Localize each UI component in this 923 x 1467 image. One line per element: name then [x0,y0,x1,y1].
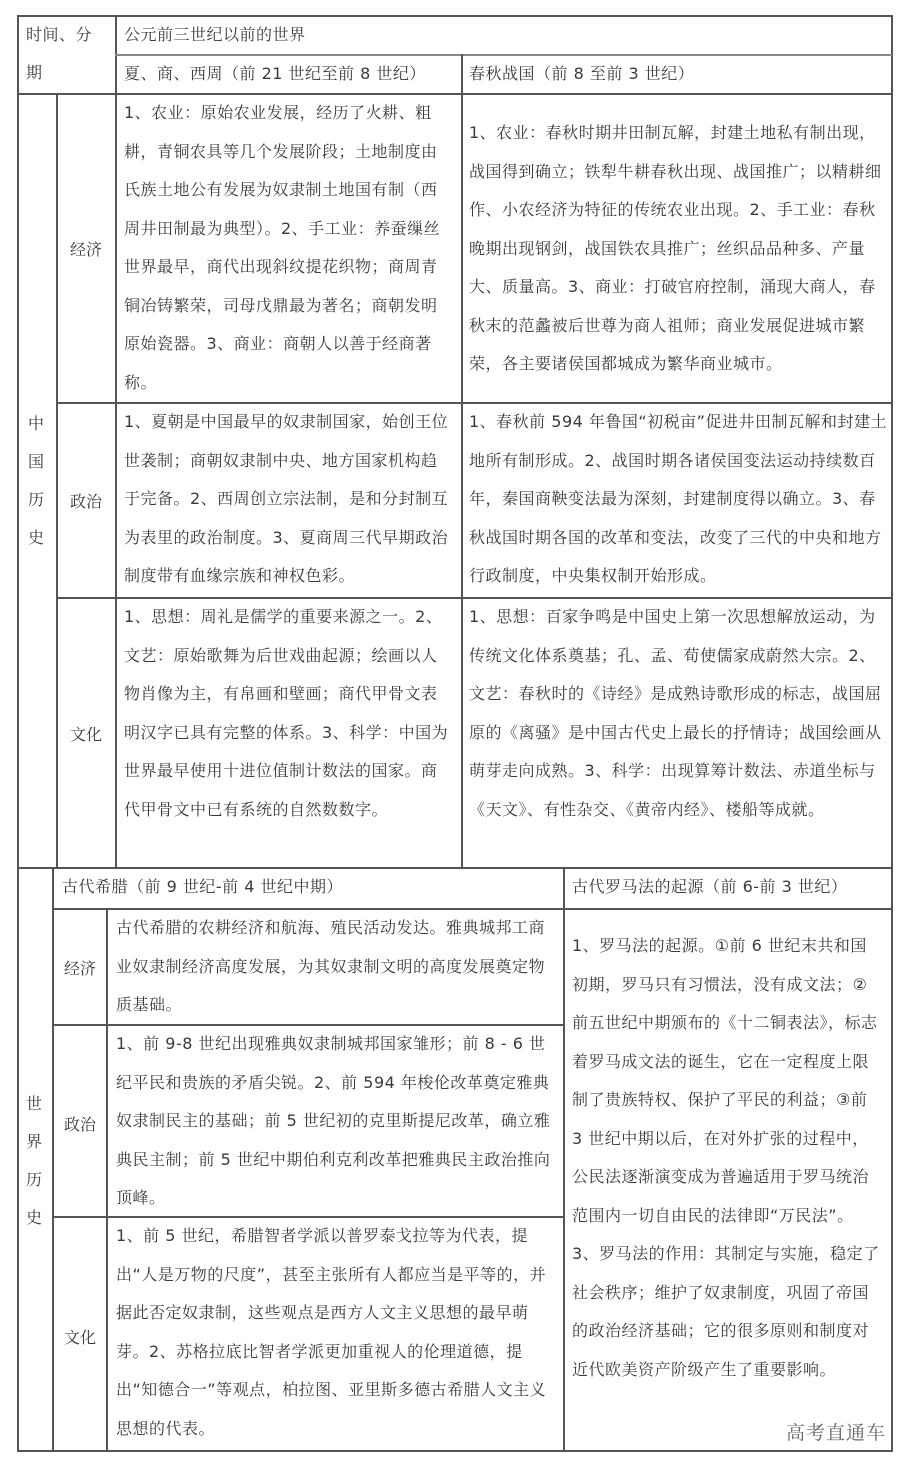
china-culture-chunqiu: 1、思想：百家争鸣是中国史上第一次思想解放运动，为传统文化体系奠基；孔、孟、荀使儒家成蔚然大宗。2、文艺：春秋时的《诗经》是成熟诗歌形成的标志，战国屈原的《离骚》是中国古代史上最长的抒情诗；战国绘画从萌芽走向成熟。3、科学：出现算筹计数法、赤道坐标与《天文》、有性杂交、《黄帝内经》、楼船等成就。 [469,607,882,819]
greece-culture: 1、前 5 世纪，希腊智者学派以普罗泰戈拉等为代表，提出“人是万物的尺度”，甚至主张所有人都应当是平等的，并据此否定奴隶制，这些观点是西方人文主义思想的最早萌芽。2、苏格拉底比智者学派更加重视人的伦理道德，提出“知德合一”等观点，柏拉图、亚里斯多德古希腊人文主义思想的代表。 [116,1226,547,1438]
category-economy: 经济 [69,240,102,259]
table-title: 公元前三世纪以前的世界 [124,25,306,44]
divider [461,54,463,868]
china-politics-chunqiu: 1、春秋前 594 年鲁国“初税亩”促进井田制瓦解和封建土地所有制形成。2、战国时期各诸侯国变法运动持续数百年，秦国商鞅变法最为深刻，封建制度得以确立。3、春秋战国时期各国的改革和变法，改变了三代的中央和地方行政制度，中央集权制开始形成。 [469,412,887,585]
greece-economy: 古代希腊的农耕经济和航海、殖民活动发达。雅典城邦工商业奴隶制经济高度发展，为其奴隶制文明的高度发展奠定物质基础。 [116,918,546,1014]
china-economy-chunqiu: 1、农业：春秋时期井田制瓦解，封建土地私有制出现，战国得到确立；铁犁牛耕春秋出现、战国推广；以精耕细作、小农经济为特征的传统农业出现。2、手工业：春秋晚期出现钢剑，战国铁农具推广；丝织品品种多、产量大、质量高。3、商业：打破官府控制，涌现大商人，春秋末的范蠡被后世尊为商人祖师；商业发展促进城市繁荣，各主要诸侯国都城成为繁华商业城市。 [469,123,882,373]
category-culture: 文化 [69,725,102,744]
section-label-china: 中 国 历 史 [27,414,44,547]
china-economy-xia-shang: 1、农业：原始农业发展，经历了火耕、粗耕，青铜农具等几个发展阶段；土地制度由氏族土地公有发展为奴隶制土地国有制（西周井田制最为典型）。2、手工业：养蚕缫丝世界最早，商代出现斜纹提花织物；商周青铜冶铸繁荣，司母戊鼎最为著名；商朝发明原始瓷器。3、商业：商朝人以善于经商著称。 [124,103,441,392]
divider [52,867,54,1452]
table-border-right [891,15,893,1452]
period-label: 时间、分 期 [26,25,93,82]
greece-header: 古代希腊（前 9 世纪-前 4 世纪中期） [62,877,343,896]
section-label-world: 世 界 历 史 [25,1094,42,1227]
divider [563,867,565,1452]
divider [56,93,58,868]
column-header-xia-shang-zhou: 夏、商、西周（前 21 世纪至前 8 世纪） [124,64,426,83]
rome-law-content: 1、罗马法的起源。①前 6 世纪末共和国初期，罗马只有习惯法，没有成文法；②前五世纪中期颁布的《十二铜表法》，标志着罗马成文法的诞生，它在一定程度上限制了贵族特权、保护了平民的利益；③前 3 世纪中期以后，在对外扩张的过程中，公民法逐渐演变成为普遍适用于罗马统治范围内一切自由民的法律即“万民法”。3、罗马法的作用：其制定与实施，稳定了社会秩序；维护了奴隶制度，巩固了帝国的政治经济基础；它的很多原则和制度对近代欧美资产阶级产生了重要影响。 [572,936,880,1379]
category-culture: 文化 [63,1328,96,1347]
greece-politics: 1、前 9-8 世纪出现雅典奴隶制城邦国家雏形；前 8 - 6 世纪平民和贵族的矛盾尖锐。2、前 594 年梭伦改革奠定雅典奴隶制民主的基础；前 5 世纪初的克里斯提尼改革，确立雅典民主制；前 5 世纪中期伯利克利改革把雅典民主政治推向顶峰。 [116,1034,551,1207]
divider [115,93,117,868]
china-politics-xia-shang: 1、夏朝是中国最早的奴隶制国家，始创王位世袭制；商朝奴隶制中央、地方国家机构趋于完备。2、西周创立宗法制，是和分封制互为表里的政治制度。3、夏商周三代早期政治制度带有血缘宗族和神权色彩。 [124,412,449,585]
table-border-bottom [17,1450,893,1452]
column-header-chunqiu-zhanguo: 春秋战国（前 8 至前 3 世纪） [469,64,695,83]
rome-header: 古代罗马法的起源（前 6-前 3 世纪） [572,877,848,896]
category-economy: 经济 [63,959,96,978]
china-culture-xia-shang: 1、思想：周礼是儒学的重要来源之一。2、文艺：原始歌舞为后世戏曲起源；绘画以人物肖像为主，有帛画和壁画；商代甲骨文表明汉字已具有完整的体系。3、科学：中国为世界最早使用十进位值制计数法的国家。商代甲骨文中已有系统的自然数数字。 [124,607,449,819]
divider [106,908,108,1452]
category-politics: 政治 [63,1115,96,1134]
watermark: 高考直通车 [786,1422,887,1444]
category-politics: 政治 [69,492,102,511]
table-border-left [17,15,19,1452]
